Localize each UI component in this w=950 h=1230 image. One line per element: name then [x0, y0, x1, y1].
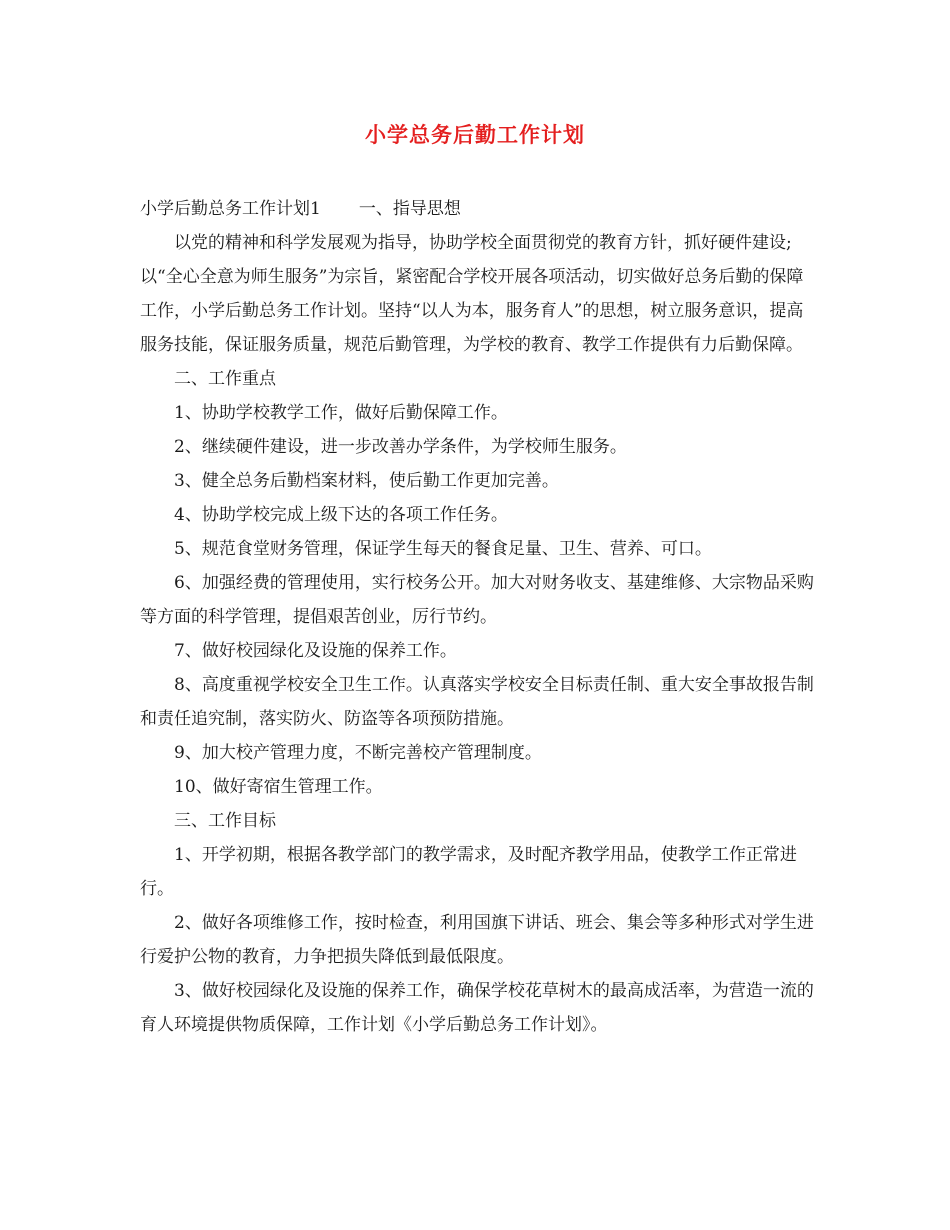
intro-line — [140, 192, 816, 226]
section2-item: 1、协助学校教学工作，做好后勤保障工作。 — [174, 403, 508, 423]
section2-item: 7、做好校园绿化及设施的保养工作。 — [174, 641, 457, 661]
section3-heading: 三、工作目标 — [174, 811, 276, 831]
section2-heading: 二、工作重点 — [174, 369, 276, 389]
document-title: 小学总务后勤工作计划 — [365, 122, 585, 147]
section2-item: 5、规范食堂财务管理，保证学生每天的餐食足量、卫生、营养、可口。 — [174, 539, 712, 559]
section3-item: 3、做好校园绿化及设施的保养工作，确保学校花草树木的最高成活率，为营造一流的育人环境提供物质保障，工作计划《小学后勤总务工作计划》。 — [140, 981, 814, 1035]
document-body — [140, 192, 816, 1042]
section1-heading: 一、指导思想 — [358, 199, 461, 219]
section2-item: 8、高度重视学校安全卫生工作。认真落实学校安全目标责任制、重大安全事故报告制和责任追究制，落实防火、防盗等各项预防措施。 — [140, 675, 814, 729]
intro-label: 小学后勤总务工作计划1 — [140, 199, 321, 219]
section2-item: 6、加强经费的管理使用，实行校务公开。加大对财务收支、基建维修、大宗物品采购等方面的科学管理，提倡艰苦创业，厉行节约。 — [140, 573, 814, 627]
section2-item: 10、做好寄宿生管理工作。 — [174, 777, 383, 797]
section2-item: 3、健全总务后勤档案材料，使后勤工作更加完善。 — [174, 471, 559, 491]
section1-paragraph: 以党的精神和科学发展观为指导，协助学校全面贯彻党的教育方针，抓好硬件建设;以“全心全意为师生服务”为宗旨，紧密配合学校开展各项活动，切实做好总务后勤的保障工作，小学后勤总务工作计划。坚持“以人为本，服务育人”的思想，树立服务意识，提高服务技能，保证服务质量，规范后勤管理，为学校的教育、教学工作提供有力后勤保障。 — [140, 233, 804, 355]
section2-item: 4、协助学校完成上级下达的各项工作任务。 — [174, 505, 508, 525]
section2-item: 9、加大校产管理力度，不断完善校产管理制度。 — [174, 743, 542, 763]
section2-item: 2、继续硬件建设，进一步改善办学条件，为学校师生服务。 — [174, 437, 627, 457]
section3-item: 1、开学初期，根据各教学部门的教学需求，及时配齐教学用品，使教学工作正常进行。 — [140, 845, 797, 899]
section3-item: 2、做好各项维修工作，按时检查，利用国旗下讲话、班会、集会等多种形式对学生进行爱护公物的教育，力争把损失降低到最低限度。 — [140, 913, 814, 967]
